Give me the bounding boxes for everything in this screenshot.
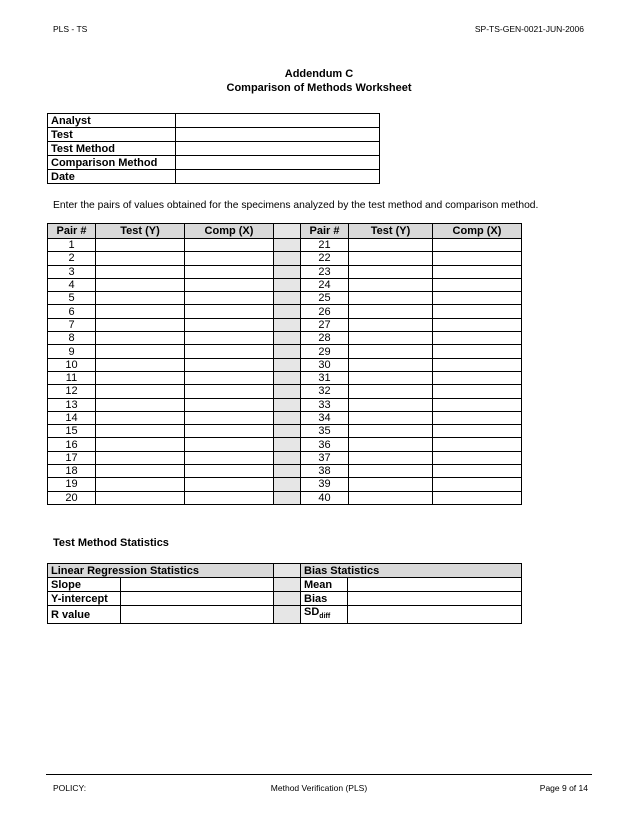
pair-row (48, 239, 522, 252)
pair-number-cell: 23 (301, 265, 349, 278)
test-y-cell[interactable] (349, 398, 433, 411)
pair-number-cell: 24 (301, 278, 349, 291)
comp-x-cell[interactable] (433, 252, 522, 265)
pair-number-cell: 37 (301, 451, 349, 464)
mean-label: Mean (301, 578, 348, 592)
pair-number-cell: 14 (48, 411, 96, 424)
comp-x-cell[interactable] (185, 438, 274, 451)
pair-number-cell: 36 (301, 438, 349, 451)
pair-row (48, 345, 522, 358)
pair-number-cell: 16 (48, 438, 96, 451)
sd-subscript: diff (319, 613, 331, 620)
page-title (0, 67, 638, 95)
pair-row (48, 451, 522, 464)
gap-column (274, 491, 301, 504)
comp-x-cell[interactable] (433, 292, 522, 305)
pair-number-cell: 21 (301, 239, 349, 252)
test-y-cell[interactable] (96, 478, 185, 491)
test-y-cell[interactable] (349, 411, 433, 424)
test-y-cell[interactable] (349, 332, 433, 345)
pair-number-cell: 31 (301, 371, 349, 384)
comp-x-cell[interactable] (185, 305, 274, 318)
comp-x-cell[interactable] (433, 385, 522, 398)
gap-column (274, 398, 301, 411)
info-label: Test (48, 128, 176, 142)
comp-x-cell[interactable] (433, 398, 522, 411)
gap-column (274, 592, 301, 606)
comp-x-cell[interactable] (433, 358, 522, 371)
gap-column (274, 411, 301, 424)
pair-number-cell: 22 (301, 252, 349, 265)
test-y-cell[interactable] (349, 278, 433, 291)
info-row (48, 114, 380, 128)
gap-column (274, 305, 301, 318)
test-y-cell[interactable] (96, 398, 185, 411)
pair-number-cell: 28 (301, 332, 349, 345)
slope-label: Slope (48, 578, 121, 592)
mean-value-cell[interactable] (348, 578, 522, 592)
pairs-table (47, 223, 522, 505)
info-table (47, 113, 380, 184)
comp-x-cell[interactable] (433, 425, 522, 438)
test-y-cell[interactable] (349, 318, 433, 331)
comp-x-cell[interactable] (185, 318, 274, 331)
gap-column (274, 451, 301, 464)
comp-x-cell[interactable] (185, 465, 274, 478)
stats-row (48, 578, 522, 592)
comp-x-cell[interactable] (185, 265, 274, 278)
test-y-cell[interactable] (349, 451, 433, 464)
comp-x-cell[interactable] (433, 465, 522, 478)
test-y-cell[interactable] (349, 491, 433, 504)
comp-x-cell[interactable] (185, 332, 274, 345)
info-row (48, 128, 380, 142)
sd-label-text: SD (304, 606, 320, 618)
y-intercept-label: Y-intercept (48, 592, 121, 606)
pair-number-cell: 26 (301, 305, 349, 318)
pair-row (48, 332, 522, 345)
title-line-1: Addendum C (284, 68, 354, 80)
test-y-cell[interactable] (349, 292, 433, 305)
pair-row (48, 358, 522, 371)
gap-column (274, 332, 301, 345)
gap-column (274, 239, 301, 252)
title-line-2: Comparison of Methods Worksheet (226, 82, 412, 94)
pair-number-cell: 40 (301, 491, 349, 504)
test-y-cell[interactable] (96, 438, 185, 451)
pair-number-cell: 39 (301, 478, 349, 491)
gap-column (274, 465, 301, 478)
pair-number-cell: 3 (48, 265, 96, 278)
gap-column (274, 265, 301, 278)
comp-x-cell[interactable] (433, 345, 522, 358)
info-label: Test Method (48, 142, 176, 156)
test-y-cell[interactable] (349, 371, 433, 384)
gap-column (274, 224, 301, 239)
test-y-cell[interactable] (96, 465, 185, 478)
pair-row (48, 278, 522, 291)
pair-number-header: Pair # (301, 224, 349, 239)
test-y-cell[interactable] (96, 411, 185, 424)
stats-table (47, 563, 522, 624)
comp-x-cell[interactable] (185, 425, 274, 438)
pair-number-cell: 27 (301, 318, 349, 331)
pair-row (48, 385, 522, 398)
pair-number-cell: 10 (48, 358, 96, 371)
pair-row (48, 252, 522, 265)
test-y-cell[interactable] (96, 425, 185, 438)
test-y-cell[interactable] (96, 239, 185, 252)
test-y-cell[interactable] (96, 491, 185, 504)
test-y-cell[interactable] (349, 345, 433, 358)
comp-x-cell[interactable] (185, 345, 274, 358)
bias-label: Bias (301, 592, 348, 606)
sd-diff-label (301, 606, 348, 624)
pair-number-cell: 15 (48, 425, 96, 438)
pair-row (48, 398, 522, 411)
info-value-cell[interactable] (176, 114, 380, 128)
footer-divider (46, 774, 592, 775)
stats-header-row (48, 564, 522, 578)
linear-regression-header: Linear Regression Statistics (48, 564, 274, 578)
test-y-cell[interactable] (349, 438, 433, 451)
instructions-text: Enter the pairs of values obtained for the specimens analyzed by the test method and comparison method. (53, 200, 539, 211)
bias-statistics-header: Bias Statistics (301, 564, 522, 578)
gap-column (274, 578, 301, 592)
gap-column (274, 358, 301, 371)
info-value-cell[interactable] (176, 170, 380, 184)
test-y-cell[interactable] (349, 425, 433, 438)
r-value-cell[interactable] (121, 606, 274, 624)
pair-number-cell: 13 (48, 398, 96, 411)
comp-x-cell[interactable] (433, 371, 522, 384)
gap-column (274, 278, 301, 291)
info-label: Analyst (48, 114, 176, 128)
pair-row (48, 411, 522, 424)
comp-x-cell[interactable] (433, 239, 522, 252)
test-y-cell[interactable] (349, 385, 433, 398)
pair-number-cell: 5 (48, 292, 96, 305)
test-y-cell[interactable] (96, 451, 185, 464)
comp-x-cell[interactable] (433, 451, 522, 464)
pair-number-cell: 35 (301, 425, 349, 438)
test-y-cell[interactable] (349, 305, 433, 318)
test-y-cell[interactable] (349, 358, 433, 371)
info-label: Comparison Method (48, 156, 176, 170)
pair-row (48, 491, 522, 504)
footer-right: Page 9 of 14 (539, 783, 588, 793)
comp-x-cell[interactable] (185, 398, 274, 411)
test-y-cell[interactable] (349, 478, 433, 491)
gap-column (274, 252, 301, 265)
stats-row (48, 606, 522, 624)
test-y-cell[interactable] (349, 239, 433, 252)
test-y-cell[interactable] (349, 252, 433, 265)
comp-x-cell[interactable] (185, 478, 274, 491)
gap-column (274, 438, 301, 451)
gap-column (274, 606, 301, 624)
comp-x-cell[interactable] (185, 252, 274, 265)
test-y-cell[interactable] (349, 265, 433, 278)
comp-x-cell[interactable] (185, 385, 274, 398)
comp-x-cell[interactable] (433, 318, 522, 331)
gap-column (274, 371, 301, 384)
bias-value-cell[interactable] (348, 592, 522, 606)
comp-x-cell[interactable] (433, 332, 522, 345)
gap-column (274, 385, 301, 398)
pair-number-cell: 20 (48, 491, 96, 504)
gap-column (274, 318, 301, 331)
pair-number-cell: 18 (48, 465, 96, 478)
info-label: Date (48, 170, 176, 184)
comp-x-cell[interactable] (433, 305, 522, 318)
pair-number-cell: 29 (301, 345, 349, 358)
test-y-cell[interactable] (96, 318, 185, 331)
pair-number-cell: 9 (48, 345, 96, 358)
footer-left: POLICY: (53, 783, 87, 793)
pair-row (48, 305, 522, 318)
r-value-label: R value (48, 606, 121, 624)
pair-number-cell: 30 (301, 358, 349, 371)
comp-x-header: Comp (X) (185, 224, 274, 239)
pair-number-cell: 25 (301, 292, 349, 305)
comp-x-cell[interactable] (433, 278, 522, 291)
pair-row (48, 478, 522, 491)
test-y-cell[interactable] (96, 332, 185, 345)
comp-x-cell[interactable] (185, 292, 274, 305)
pair-number-cell: 4 (48, 278, 96, 291)
comp-x-cell[interactable] (433, 411, 522, 424)
pair-row (48, 438, 522, 451)
info-value-cell[interactable] (176, 128, 380, 142)
comp-x-cell[interactable] (433, 438, 522, 451)
info-row (48, 170, 380, 184)
comp-x-cell[interactable] (185, 491, 274, 504)
pair-row (48, 265, 522, 278)
stats-heading: Test Method Statistics (53, 537, 169, 549)
y-intercept-value-cell[interactable] (121, 592, 274, 606)
test-y-cell[interactable] (96, 358, 185, 371)
pair-number-cell: 1 (48, 239, 96, 252)
test-y-cell[interactable] (96, 385, 185, 398)
comp-x-cell[interactable] (185, 411, 274, 424)
info-row (48, 142, 380, 156)
comp-x-cell[interactable] (185, 239, 274, 252)
info-value-cell[interactable] (176, 142, 380, 156)
pair-number-cell: 38 (301, 465, 349, 478)
pair-number-cell: 34 (301, 411, 349, 424)
comp-x-cell[interactable] (185, 278, 274, 291)
pair-number-cell: 33 (301, 398, 349, 411)
pair-number-cell: 19 (48, 478, 96, 491)
gap-column (274, 425, 301, 438)
test-y-header: Test (Y) (96, 224, 185, 239)
test-y-cell[interactable] (96, 278, 185, 291)
pair-number-cell: 2 (48, 252, 96, 265)
test-y-cell[interactable] (96, 265, 185, 278)
pair-number-cell: 32 (301, 385, 349, 398)
gap-column (274, 478, 301, 491)
comp-x-cell[interactable] (185, 358, 274, 371)
pair-number-cell: 12 (48, 385, 96, 398)
pairs-header-row (48, 224, 522, 239)
pair-number-cell: 17 (48, 451, 96, 464)
comp-x-cell[interactable] (433, 265, 522, 278)
test-y-cell[interactable] (96, 252, 185, 265)
pair-number-cell: 7 (48, 318, 96, 331)
test-y-cell[interactable] (96, 292, 185, 305)
comp-x-header: Comp (X) (433, 224, 522, 239)
header-right: SP-TS-GEN-0021-JUN-2006 (474, 24, 584, 34)
pair-row (48, 371, 522, 384)
slope-value-cell[interactable] (121, 578, 274, 592)
header-left: PLS - TS (53, 24, 88, 34)
test-y-cell[interactable] (96, 345, 185, 358)
test-y-cell[interactable] (96, 371, 185, 384)
pair-row (48, 292, 522, 305)
info-row (48, 156, 380, 170)
pair-number-header: Pair # (48, 224, 96, 239)
info-value-cell[interactable] (176, 156, 380, 170)
comp-x-cell[interactable] (185, 371, 274, 384)
test-y-cell[interactable] (349, 465, 433, 478)
pair-number-cell: 8 (48, 332, 96, 345)
pair-row (48, 465, 522, 478)
pair-row (48, 318, 522, 331)
pair-row (48, 425, 522, 438)
gap-column (274, 564, 301, 578)
test-y-header: Test (Y) (349, 224, 433, 239)
gap-column (274, 345, 301, 358)
stats-row (48, 592, 522, 606)
comp-x-cell[interactable] (433, 491, 522, 504)
sd-diff-value-cell[interactable] (348, 606, 522, 624)
comp-x-cell[interactable] (433, 478, 522, 491)
test-y-cell[interactable] (96, 305, 185, 318)
pair-number-cell: 11 (48, 371, 96, 384)
gap-column (274, 292, 301, 305)
pair-number-cell: 6 (48, 305, 96, 318)
footer-center: Method Verification (PLS) (270, 783, 368, 793)
comp-x-cell[interactable] (185, 451, 274, 464)
